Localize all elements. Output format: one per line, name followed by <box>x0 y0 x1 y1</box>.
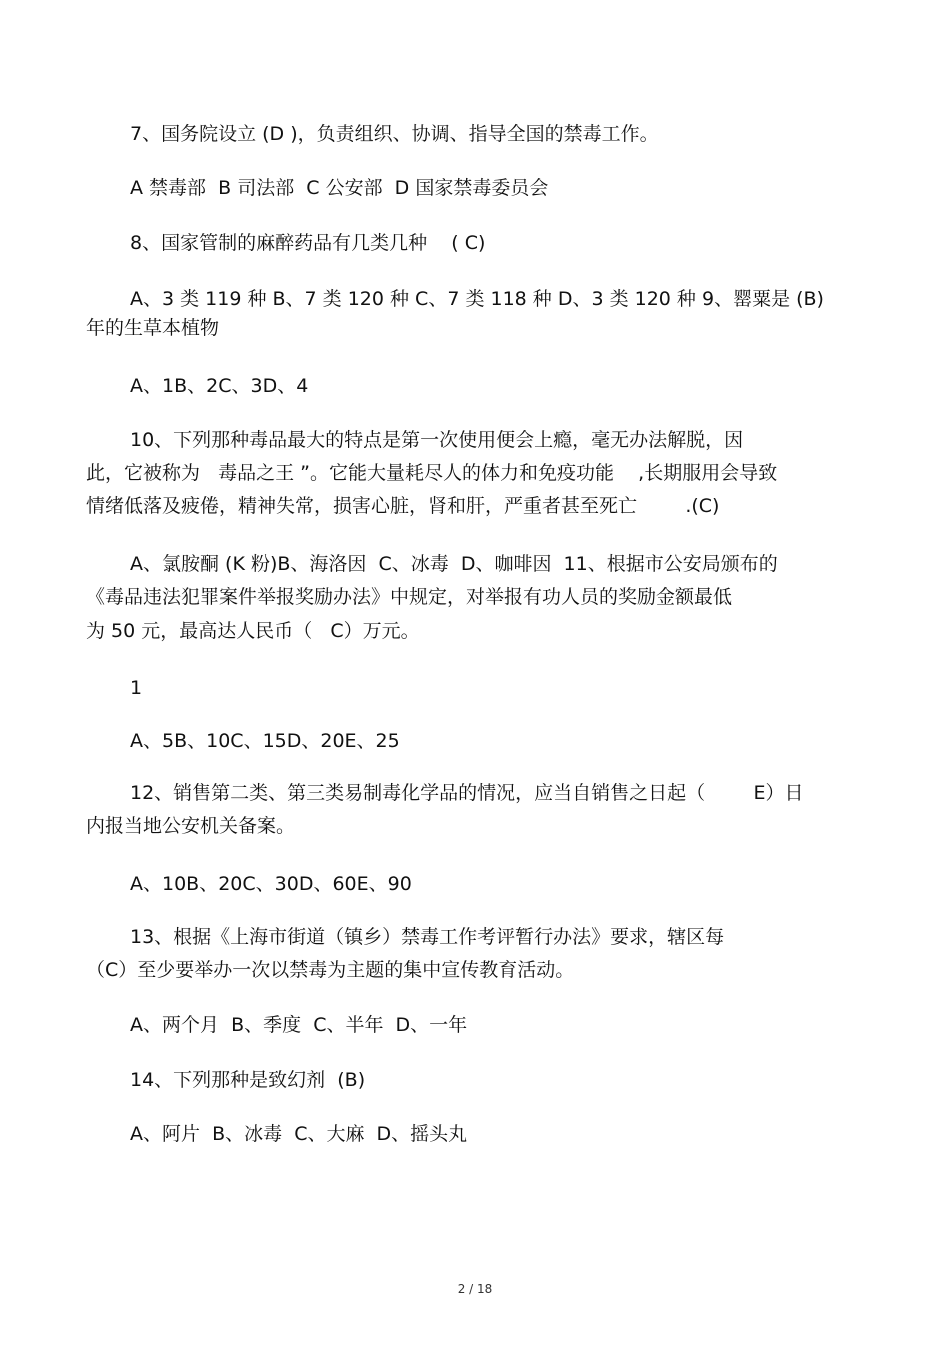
question-9-continuation: 年的生草本植物 <box>86 317 220 339</box>
question-13-text-line2: （C）至少要举办一次以禁毒为主题的集中宣传教育活动。 <box>86 959 575 981</box>
question-10-text-line2: 此，它被称为 毒品之王 ”。它能大量耗尽人的体力和免疫功能 ,长期服用会导致 <box>86 462 778 484</box>
question-11-text-line2: 为 50 元，最高达人民币（ C）万元。 <box>86 620 420 642</box>
question-8-options: A、3 类 119 种 B、7 类 120 种 C、7 类 118 种 D、3 类 120 种 9、罂粟是 (B) <box>130 288 824 310</box>
question-13-options: A、两个月 B、季度 C、半年 D、一年 <box>130 1014 468 1036</box>
question-7-text: 7、国务院设立 (D )，负责组织、协调、指导全国的禁毒工作。 <box>130 123 659 145</box>
question-11-text-line1: 《毒品违法犯罪案件举报奖励办法》中规定，对举报有功人员的奖励金额最低 <box>86 586 733 608</box>
question-10-options: A、氯胺酮 (K 粉)B、海洛因 C、冰毒 D、咖啡因 11、根据市公安局颁布的 <box>130 553 778 575</box>
question-8-text: 8、国家管制的麻醉药品有几类几种 ( C) <box>130 232 486 254</box>
question-7-options: A 禁毒部 B 司法部 C 公安部 D 国家禁毒委员会 <box>130 177 549 199</box>
question-12-text-line1: 12、销售第二类、第三类易制毒化学品的情况，应当自销售之日起（ E）日 <box>130 782 804 804</box>
question-9-options: A、1B、2C、3D、4 <box>130 375 309 397</box>
question-13-text-line1: 13、根据《上海市街道（镇乡）禁毒工作考评暂行办法》要求，辖区每 <box>130 926 725 948</box>
question-14-options: A、阿片 B、冰毒 C、大麻 D、摇头丸 <box>130 1123 468 1145</box>
question-14-text: 14、下列那种是致幻剂 (B) <box>130 1069 366 1091</box>
question-10-text-line3: 情绪低落及疲倦，精神失常，损害心脏，肾和肝，严重者甚至死亡 .(C) <box>86 495 720 517</box>
question-11-options: A、5B、10C、15D、20E、25 <box>130 730 400 752</box>
question-12-text-line2: 内报当地公安机关备案。 <box>86 815 296 837</box>
question-10-text-line1: 10、下列那种毒品最大的特点是第一次使用便会上瘾，毫无办法解脱，因 <box>130 429 744 451</box>
question-12-options: A、10B、20C、30D、60E、90 <box>130 873 412 895</box>
stray-number: 1 <box>130 677 143 699</box>
page-number: 2 / 18 <box>457 1282 493 1296</box>
